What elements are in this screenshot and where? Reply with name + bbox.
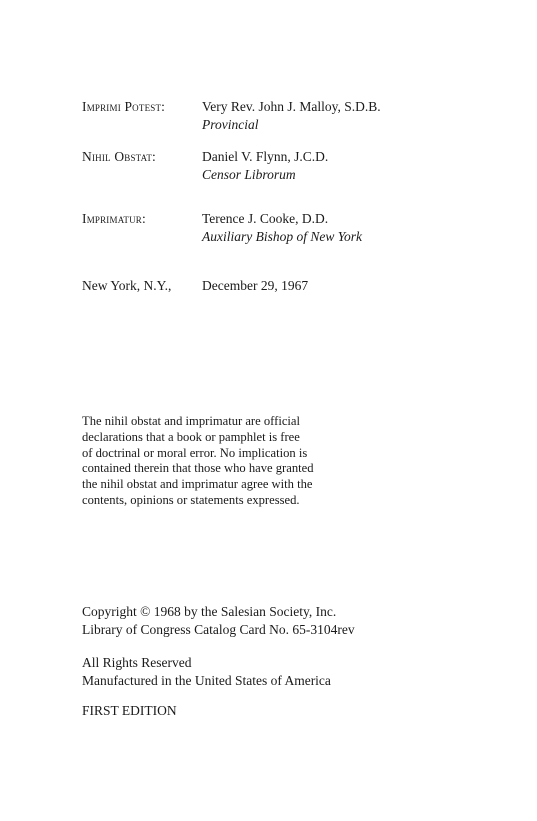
- approval-name: Very Rev. John J. Malloy, S.D.B.: [202, 99, 381, 114]
- notice-line: contained therein that those who have granted: [82, 461, 314, 476]
- manufactured-line: Manufactured in the United States of America: [82, 673, 331, 688]
- approval-label: Nihil Obstat:: [82, 149, 157, 164]
- approval-title: Censor Librorum: [202, 167, 296, 182]
- notice-line: of doctrinal or moral error. No implication is: [82, 445, 308, 460]
- approval-value: [202, 98, 502, 134]
- approval-title: Auxiliary Bishop of New York: [202, 229, 363, 244]
- approval-name: Terence J. Cooke, D.D.: [202, 211, 329, 226]
- notice-line: contents, opinions or statements expressed.: [82, 492, 300, 507]
- approval-value: [202, 210, 502, 246]
- date: December 29, 1967: [202, 278, 309, 293]
- approval-title: Provincial: [202, 117, 259, 132]
- catalog-card-line: Library of Congress Catalog Card No. 65-3104rev: [82, 622, 355, 637]
- notice-line: The nihil obstat and imprimatur are official: [82, 414, 300, 428]
- copyright-line: Copyright © 1968 by the Salesian Society, Inc.: [82, 604, 337, 619]
- approval-label: Imprimi Potest:: [82, 99, 166, 114]
- rights-block: [82, 654, 331, 690]
- approval-value: [202, 148, 502, 184]
- place: New York, N.Y.,: [82, 278, 172, 293]
- notice-line: the nihil obstat and imprimatur agree with the: [82, 477, 313, 492]
- approval-label: Imprimatur:: [82, 211, 146, 226]
- imprimatur-notice: [82, 414, 382, 509]
- edition: FIRST EDITION: [82, 703, 177, 718]
- rights-line: All Rights Reserved: [82, 655, 192, 670]
- approval-name: Daniel V. Flynn, J.C.D.: [202, 149, 329, 164]
- copyright-block: [82, 603, 355, 639]
- notice-line: declarations that a book or pamphlet is free: [82, 429, 300, 444]
